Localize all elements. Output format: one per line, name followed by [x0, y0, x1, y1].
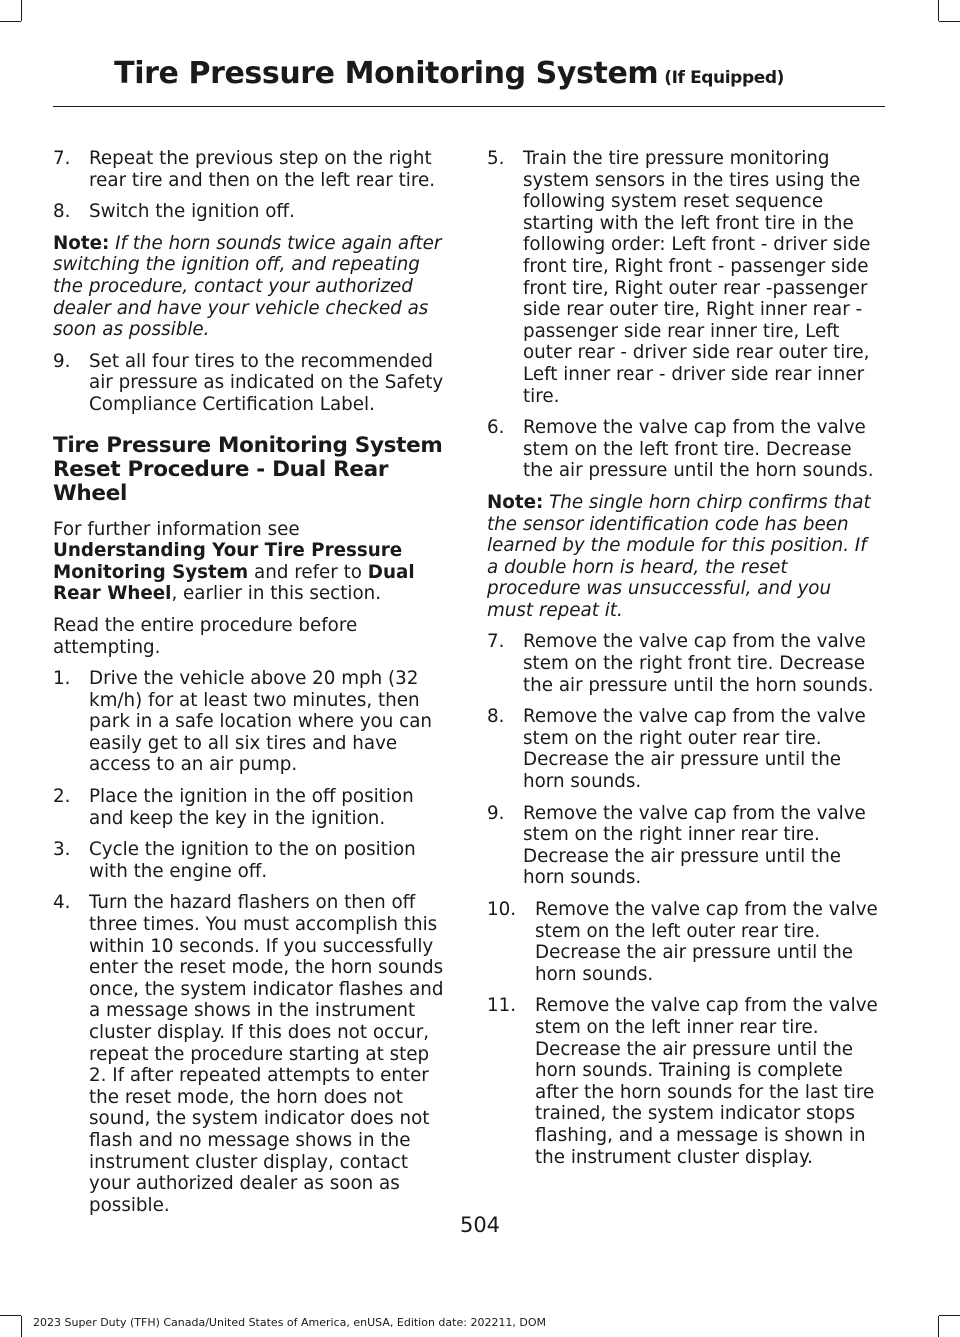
step-text: Place the ignition in the off position and keep the key in the ignition.: [89, 786, 414, 829]
section-heading: Tire Pressure Monitoring System Reset Procedure - Dual Rear Wheel: [53, 432, 443, 506]
crop-mark-top-right-h: [939, 21, 960, 22]
step-9-right: [487, 803, 880, 889]
info-text-3: , earlier in this section.: [171, 583, 382, 605]
step-11: [487, 995, 880, 1168]
note-text: If the horn sounds twice again after switching the ignition off, and repeating the procedure, contact your authorized dealer and have your vehicle checked as soon as possible.: [53, 232, 442, 341]
crop-mark-top-left: [21, 0, 22, 21]
step-6: [487, 417, 880, 482]
page-title-main: Tire Pressure Monitoring System: [114, 56, 659, 91]
note-label: Note:: [53, 232, 110, 254]
step-1: [53, 668, 448, 776]
step-10: [487, 899, 880, 985]
info-text-1: For further information see: [53, 518, 300, 540]
step-text: Remove the valve cap from the valve stem on the right front tire. Decrease the air pressure until the horn sounds.: [523, 631, 874, 696]
step-text: Remove the valve cap from the valve stem on the left inner rear tire. Decrease the air pressure until the horn sounds. Training is complete after the horn sounds for the last tire trained, the system indicator stops flashing, and a message is shown in the instrument cluster display.: [535, 995, 878, 1168]
step-number: 3.: [53, 839, 71, 861]
step-8-left: [53, 201, 448, 223]
crop-mark-bottom-left: [21, 1316, 22, 1337]
page-title: [114, 56, 784, 91]
crop-mark-bottom-right: [938, 1316, 939, 1337]
step-text: Set all four tires to the recommended air pressure as indicated on the Safety Compliance Certification Label.: [89, 350, 444, 415]
step-number: 4.: [53, 892, 71, 914]
crop-mark-top-left-h: [0, 21, 21, 22]
step-number: 9.: [487, 802, 505, 824]
step-number: 7.: [487, 631, 505, 653]
step-7-right: [487, 631, 880, 696]
left-column: [53, 148, 448, 1226]
step-text: Remove the valve cap from the valve stem on the right outer rear tire. Decrease the air pressure until the horn sounds.: [523, 706, 866, 793]
step-text: Turn the hazard flashers on then off three times. You must accomplish this within 10 seconds. If you successfully enter the reset mode, the horn sounds once, the system indicator flashes and a message shows in the instrument cluster display. If this does not occur, repeat the procedure starting at step 2. If after repeated attempts to enter the reset mode, the horn does not sound, the system indicator does not flash and no message shows in the instrument cluster display, contact your authorized dealer as soon as possible.: [89, 892, 444, 1216]
crop-mark-top-right: [938, 0, 939, 21]
step-text: Switch the ignition off.: [89, 201, 295, 223]
step-number: 7.: [53, 148, 71, 169]
step-text: Remove the valve cap from the valve stem on the right inner rear tire. Decrease the air pressure until the horn sounds.: [523, 802, 866, 889]
cross-reference-link-dual-rear-wheel[interactable]: Dual Rear Wheel: [53, 561, 415, 605]
step-number: 2.: [53, 786, 71, 808]
note-single-horn-chirp: [487, 492, 880, 622]
header-rule: [53, 106, 885, 107]
note-text: The single horn chirp confirms that the sensor identification code has been learned by the module for this position. If a double horn is heard, the reset procedure was unsuccessful, and you must repeat it.: [487, 491, 871, 621]
step-number: 8.: [487, 706, 505, 728]
step-text: Remove the valve cap from the valve stem on the left front tire. Decrease the air pressure until the horn sounds.: [523, 417, 874, 482]
step-text: Train the tire pressure monitoring system sensors in the tires using the following system reset sequence starting with the left front tire in the following order: Left front - driver side front tire, Right front - passenger side front tire, Right outer rear -passenger side rear outer tire, Right inner rear - passenger side rear inner tire, Left outer rear - driver side rear outer tire, Left inner rear - driver side rear inner tire.: [523, 148, 871, 407]
read-entire-paragraph: Read the entire procedure before attempting.: [53, 614, 358, 658]
step-9-left: [53, 351, 448, 416]
step-text: Remove the valve cap from the valve stem on the left outer rear tire. Decrease the air pressure until the horn sounds.: [535, 899, 878, 985]
crop-mark-bottom-left-h: [0, 1315, 21, 1316]
step-number: 5.: [487, 148, 505, 169]
step-number: 9.: [53, 350, 71, 372]
step-2: [53, 786, 448, 829]
step-3: [53, 839, 448, 882]
step-8-right: [487, 706, 880, 792]
step-4: [53, 892, 448, 1216]
step-number: 1.: [53, 668, 71, 690]
step-5: [487, 148, 880, 407]
cross-reference-link-understanding[interactable]: Understanding Your Tire Pressure Monitoring System: [53, 540, 403, 583]
step-text: Repeat the previous step on the right rear tire and then on the left rear tire.: [89, 148, 436, 191]
info-text-2: and refer to: [248, 561, 368, 583]
step-number: 8.: [53, 201, 71, 223]
step-number: 11.: [487, 995, 517, 1017]
step-text: Cycle the ignition to the on position with the engine off.: [89, 839, 416, 882]
step-number: 10.: [487, 899, 517, 920]
note-horn-twice: [53, 233, 448, 341]
crop-mark-bottom-right-h: [939, 1315, 960, 1316]
note-label: Note:: [487, 491, 544, 513]
page-number: 504: [459, 1213, 501, 1237]
info-paragraph: [53, 519, 448, 605]
step-number: 6.: [487, 417, 505, 439]
step-7-left: [53, 148, 448, 191]
footer-edition-info: 2023 Super Duty (TFH) Canada/United States of America, enUSA, Edition date: 202211, DOM: [33, 1316, 547, 1329]
page-title-subtitle: (If Equipped): [664, 68, 784, 88]
step-text: Drive the vehicle above 20 mph (32 km/h) for at least two minutes, then park in a safe location where you can easily get to all six tires and have access to an air pump.: [89, 668, 432, 776]
right-column: [487, 148, 880, 1178]
